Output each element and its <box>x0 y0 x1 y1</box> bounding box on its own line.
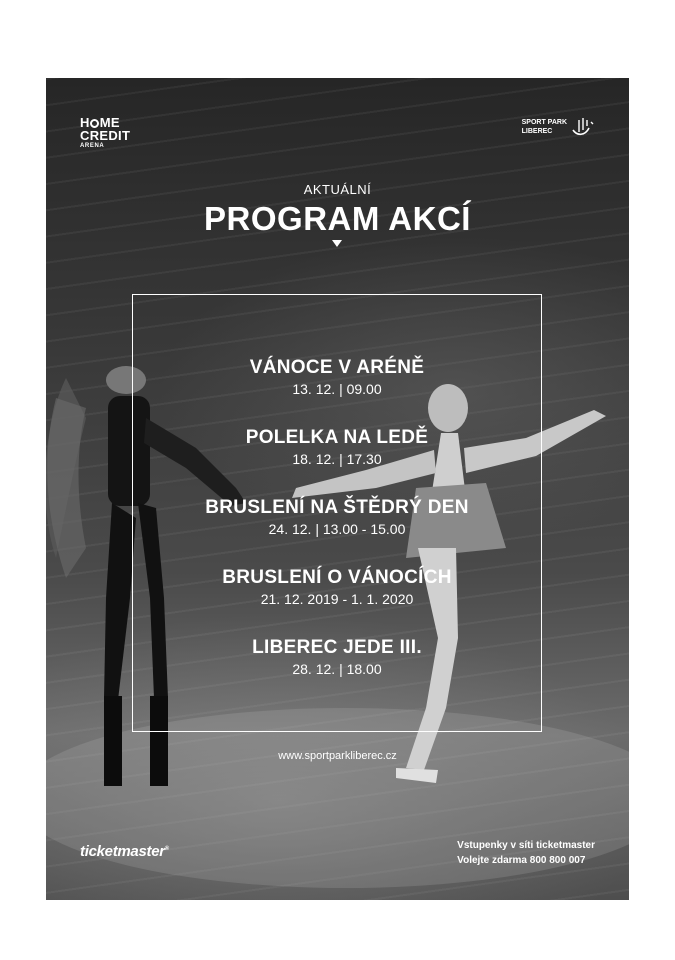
down-arrow-icon <box>332 240 342 247</box>
website-link[interactable]: www.sportparkliberec.cz <box>278 750 397 762</box>
list-item <box>132 566 542 636</box>
event-date: 24. 12. | 13.00 - 15.00 <box>268 521 406 537</box>
event-date: 18. 12. | 17.30 <box>292 451 382 467</box>
event-title: BRUSLENÍ NA ŠTĚDRÝ DEN <box>205 497 469 518</box>
sport-park-liberec-logo: SPORT PARK LIBEREC <box>522 116 595 138</box>
event-title: BRUSLENÍ O VÁNOCÍCH <box>222 567 452 588</box>
event-date: 21. 12. 2019 - 1. 1. 2020 <box>260 591 414 607</box>
event-title: LIBEREC JEDE III. <box>252 637 422 658</box>
home-credit-arena-logo: H ME CREDIT ARENA <box>80 115 131 149</box>
header-kicker: AKTUÁLNÍ <box>303 182 372 197</box>
ticket-info-line: Vstupenky v síti ticketmaster <box>457 840 595 851</box>
sport-park-emblem-icon <box>571 116 595 138</box>
list-item <box>132 426 542 496</box>
event-title: VÁNOCE V ARÉNĚ <box>249 357 425 378</box>
event-list <box>132 356 542 706</box>
ticket-info <box>457 838 595 868</box>
logo-ring-icon <box>90 119 99 128</box>
event-date: 13. 12. | 09.00 <box>292 381 382 397</box>
list-item <box>132 636 542 706</box>
page-title: PROGRAM AKCÍ <box>204 200 471 237</box>
ticket-phone: Volejte zdarma 800 800 007 <box>457 855 586 866</box>
event-date: 28. 12. | 18.00 <box>292 661 382 677</box>
list-item <box>132 496 542 566</box>
event-title: POLELKA NA LEDĚ <box>245 427 429 448</box>
event-poster <box>46 78 629 900</box>
list-item <box>132 356 542 426</box>
ticketmaster-logo: ticketmaster® <box>80 843 169 860</box>
